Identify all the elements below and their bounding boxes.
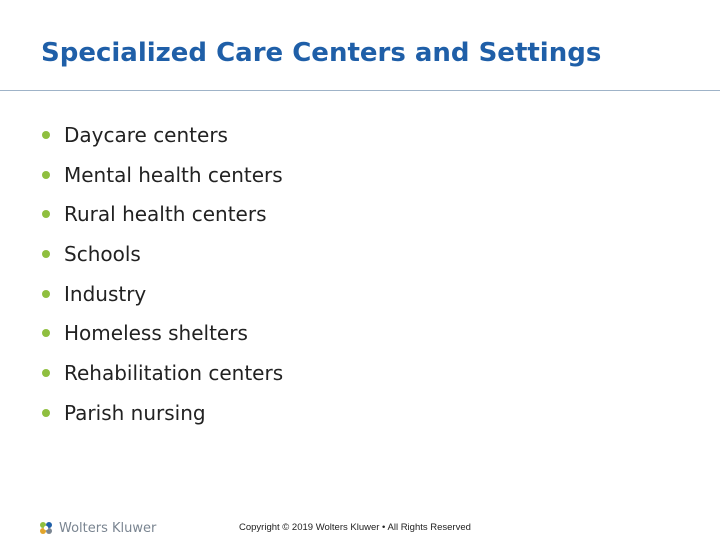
logo-icon <box>37 519 55 537</box>
list-item-text: Rehabilitation centers <box>64 360 284 385</box>
bullet-icon <box>42 409 50 417</box>
wolters-kluwer-logo <box>37 519 156 537</box>
slide-title: Specialized Care Centers and Settings <box>41 38 602 68</box>
list-item <box>42 313 283 353</box>
list-item <box>42 274 283 314</box>
list-item <box>42 115 283 155</box>
bullet-icon <box>42 171 50 179</box>
list-item <box>42 155 283 195</box>
list-item-text: Parish nursing <box>64 400 206 425</box>
bullet-icon <box>42 369 50 377</box>
list-item-text: Industry <box>64 281 147 306</box>
list-item <box>42 393 283 433</box>
list-item-text: Mental health centers <box>64 162 283 187</box>
list-item <box>42 194 283 234</box>
list-item <box>42 353 283 393</box>
list-item-text: Rural health centers <box>64 202 267 227</box>
list-item-text: Schools <box>64 241 141 266</box>
bullet-icon <box>42 131 50 139</box>
list-item <box>42 234 283 274</box>
list-item-text: Daycare centers <box>64 122 228 147</box>
bullet-list <box>42 115 283 433</box>
copyright-text: Copyright © 2019 Wolters Kluwer • All Rights Reserved <box>239 522 471 533</box>
bullet-icon <box>42 329 50 337</box>
logo-text: Wolters Kluwer <box>59 520 157 536</box>
title-divider <box>0 90 720 91</box>
list-item-text: Homeless shelters <box>64 321 248 346</box>
bullet-icon <box>42 210 50 218</box>
bullet-icon <box>42 290 50 298</box>
bullet-icon <box>42 250 50 258</box>
